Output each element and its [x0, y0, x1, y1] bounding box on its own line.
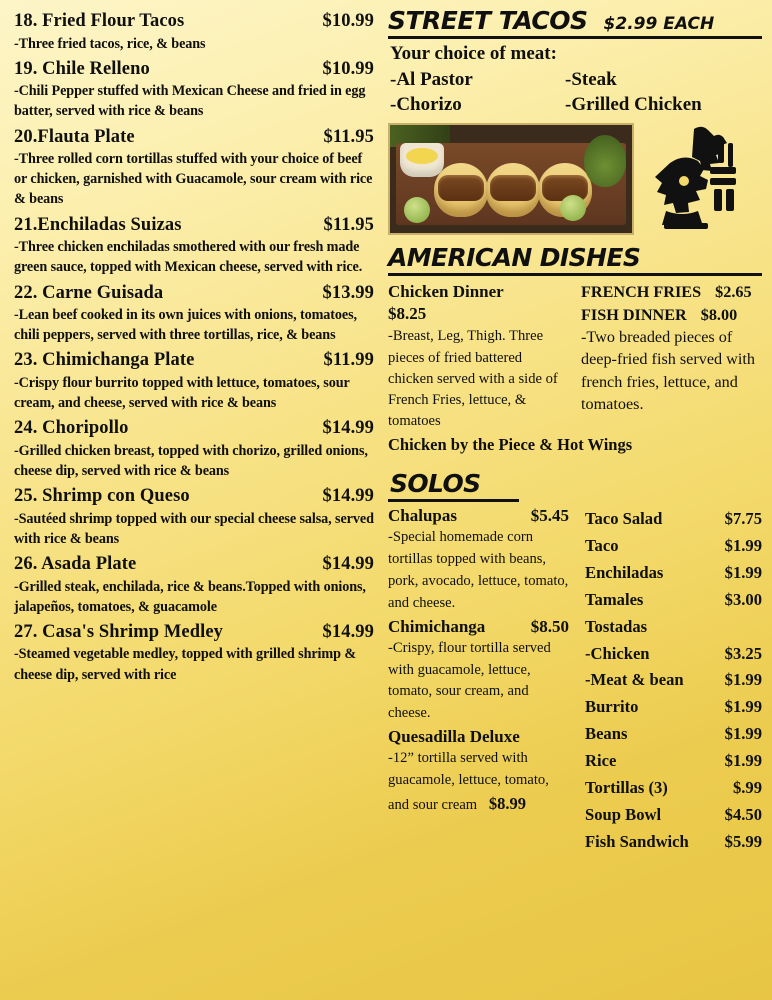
price-list-row	[581, 560, 762, 587]
solo-item	[388, 617, 569, 726]
solo-item-description: -Crispy, flour tortilla served with guacamole, lettuce, tomato, sour cream, and cheese.	[388, 639, 551, 722]
price-item-name: Tamales	[585, 589, 644, 609]
price-list-row	[581, 587, 762, 614]
menu-item-price: $14.99	[322, 621, 374, 642]
menu-item	[14, 214, 374, 278]
solo-item-head	[388, 617, 569, 637]
solo-item-head	[388, 727, 569, 747]
right-menu-column	[382, 0, 772, 1000]
menu-item	[14, 553, 374, 617]
price-item-name: Enchiladas	[585, 562, 664, 582]
price-item-name: Tostadas	[585, 616, 648, 636]
chicken-dinner-title: Chicken Dinner	[388, 282, 504, 302]
menu-item-head	[14, 621, 374, 644]
price-item-price: $1.99	[724, 751, 762, 770]
menu-item-head	[14, 485, 374, 508]
menu-item-price: $14.99	[322, 418, 374, 439]
menu-item-name: 25. Shrimp con Queso	[14, 486, 190, 507]
price-list-row	[581, 667, 762, 694]
price-item-name: -Chicken	[585, 643, 650, 663]
menu-item-description: -Lean beef cooked in its own juices with onions, tomatoes, chili peppers, served with three tortillas, rice, & beans	[14, 307, 357, 344]
menu-item-name: 27. Casa's Shrimp Medley	[14, 621, 223, 642]
price-item-price: $7.75	[724, 509, 762, 529]
solo-item-price: $8.99	[488, 794, 526, 814]
price-list-row	[581, 802, 762, 829]
menu-item-name: 22. Carne Guisada	[14, 282, 164, 303]
meat-options-grid	[390, 67, 762, 117]
menu-item-name: 21.Enchiladas Suizas	[14, 214, 182, 235]
menu-item-description: -Sautéed shrimp topped with our special cheese salsa, served with rice & beans	[14, 510, 374, 547]
street-tacos-title: STREET TACOS	[388, 6, 588, 35]
menu-item-head	[14, 126, 374, 149]
menu-item-description: -Crispy flour burrito topped with lettuce, tomatoes, sour cream, and cheese, served with rice & beans	[14, 374, 350, 412]
menu-item-head	[14, 553, 374, 576]
street-tacos-price: $2.99 EACH	[603, 14, 715, 34]
american-dishes-columns	[388, 281, 762, 432]
menu-item-head	[14, 58, 374, 81]
american-left-column	[388, 281, 569, 432]
price-item-price: $1.99	[724, 670, 762, 690]
price-list-row	[581, 641, 762, 668]
price-item-name: Tortillas (3)	[585, 777, 668, 797]
menu-item-price: $10.99	[322, 58, 374, 79]
american-item-price: $8.00	[700, 305, 738, 324]
price-item-price: $3.25	[724, 643, 762, 663]
menu-item-description: -Three rolled corn tortillas stuffed with your choice of beef or chicken, garnished with Guacamole, sour cream with rice & beans	[14, 151, 373, 208]
solo-item-price: $5.45	[530, 506, 569, 526]
solo-item-name: Quesadilla Deluxe	[388, 727, 520, 747]
photo-avocado	[584, 135, 626, 187]
solo-item-head	[388, 506, 569, 526]
menu-item-name: 19. Chile Relleno	[14, 58, 150, 79]
left-menu-column	[0, 0, 382, 1000]
solo-item	[388, 506, 569, 615]
menu-item-price: $10.99	[322, 11, 374, 31]
price-item-name: Taco	[585, 536, 619, 555]
menu-item-name: 18. Fried Flour Tacos	[14, 11, 185, 31]
menu-item-head	[14, 417, 374, 440]
photo-taco	[486, 163, 540, 217]
chicken-by-the-piece-label: Chicken by the Piece	[388, 435, 536, 455]
menu-item	[14, 282, 374, 346]
menu-item-price: $13.99	[322, 282, 374, 303]
price-item-price: $1.99	[724, 562, 762, 582]
meat-option: -Grilled Chicken	[565, 94, 702, 116]
solos-price-list	[581, 506, 762, 855]
solos-left-column	[388, 506, 569, 855]
solo-item-price: $8.50	[530, 616, 569, 636]
menu-item-price: $14.99	[322, 554, 374, 574]
meat-choice-label: Your choice of meat:	[390, 43, 557, 64]
chicken-dinner-description: -Breast, Leg, Thigh. Three pieces of fried battered chicken served with a side of French Fries, lettuce, & tomatoes	[388, 328, 558, 429]
menu-item-description: -Three chicken enchiladas smothered with our fresh made green sauce, topped with Mexican cheese, served with rice.	[14, 239, 363, 276]
menu-item	[14, 349, 374, 413]
price-item-price: $1.99	[724, 536, 762, 555]
photo-and-glyph-row	[388, 123, 762, 241]
photo-taco	[434, 163, 488, 217]
menu-item-description: -Grilled chicken breast, topped with chorizo, grilled onions, cheese dip, served with rice & beans	[14, 442, 368, 479]
menu-item-head	[14, 214, 374, 237]
price-item-name: Fish Sandwich	[585, 831, 689, 851]
price-item-name: Rice	[585, 751, 617, 770]
aztec-warrior-icon	[640, 123, 744, 241]
menu-item-head	[14, 10, 374, 33]
menu-item-head	[14, 349, 374, 372]
price-list-row	[581, 533, 762, 560]
solos-banner: SOLOS	[388, 469, 519, 502]
price-list-row	[581, 748, 762, 775]
menu-item-price: $11.95	[323, 126, 374, 147]
photo-lime	[404, 197, 430, 223]
price-list-row	[581, 506, 762, 533]
solo-item-description-text: -12” tortilla served with guacamole, lettuce, tomato, and sour cream	[388, 750, 549, 814]
meat-option: -Al Pastor	[390, 69, 473, 90]
price-list-row	[581, 694, 762, 721]
american-price-row	[581, 304, 762, 326]
street-tacos-photo	[388, 123, 634, 235]
american-footer-line	[388, 435, 762, 455]
ampersand: &	[539, 435, 553, 455]
price-list-row	[581, 775, 762, 802]
menu-item	[14, 58, 374, 122]
price-item-name: Beans	[585, 724, 628, 744]
price-item-price: $3.00	[724, 589, 762, 609]
street-tacos-header	[388, 6, 762, 39]
photo-salsa-bowl	[400, 143, 444, 177]
price-item-name: Soup Bowl	[585, 804, 662, 824]
american-dishes-banner: AMERICAN DISHES	[388, 243, 762, 276]
chicken-dinner-price: $8.25	[388, 304, 427, 324]
menu-item-name: 24. Choripollo	[14, 418, 129, 439]
solo-item-description	[388, 748, 569, 817]
menu-item-description: -Three fried tacos, rice, & beans	[14, 35, 206, 52]
hot-wings-label: Hot Wings	[557, 435, 633, 455]
menu-item	[14, 485, 374, 549]
price-item-price: $4.50	[724, 804, 762, 824]
american-right-column	[581, 281, 762, 432]
price-item-name: Taco Salad	[585, 509, 663, 529]
solo-item-name: Chalupas	[388, 506, 457, 526]
american-item-name: FISH DINNER	[581, 305, 687, 324]
fish-dinner-description: -Two breaded pieces of deep-fried fish served with french fries, lettuce, and tomatoes.	[581, 327, 755, 413]
price-item-name: -Meat & bean	[585, 670, 684, 690]
menu-item-description: -Chili Pepper stuffed with Mexican Cheese and fried in egg batter, served with rice & beans	[14, 83, 366, 120]
meat-option: -Steak	[565, 69, 617, 90]
menu-item	[14, 621, 374, 685]
american-item-name: FRENCH FRIES	[581, 283, 702, 302]
menu-item-price: $11.95	[323, 214, 374, 235]
solo-item-description: -Special homemade corn tortillas topped with beans, pork, avocado, lettuce, tomato, and cheese.	[388, 529, 569, 611]
solos-columns	[388, 506, 762, 855]
menu-item-price: $14.99	[322, 486, 374, 507]
price-item-name: Burrito	[585, 697, 639, 717]
price-list-row	[581, 829, 762, 856]
solo-item-name: Chimichanga	[388, 616, 486, 636]
menu-item-name: 20.Flauta Plate	[14, 126, 135, 147]
price-item-price: $1.99	[724, 697, 762, 717]
price-item-price: $1.99	[724, 724, 762, 744]
price-list-row	[581, 614, 762, 641]
menu-item-price: $11.99	[323, 350, 374, 371]
meat-option: -Chorizo	[390, 94, 462, 116]
price-item-price: $.99	[732, 777, 762, 797]
price-list-row	[581, 721, 762, 748]
menu-item-name: 23. Chimichanga Plate	[14, 350, 195, 371]
menu-item	[14, 126, 374, 210]
menu-item	[14, 10, 374, 54]
solo-item	[388, 727, 569, 817]
american-price-row	[581, 281, 762, 303]
menu-item-head	[14, 282, 374, 305]
price-item-price: $5.99	[724, 831, 762, 851]
menu-item-name: 26. Asada Plate	[14, 554, 137, 574]
american-item-price: $2.65	[715, 283, 752, 302]
menu-item	[14, 417, 374, 481]
menu-item-description: -Steamed vegetable medley, topped with grilled shrimp & cheese dip, served with rice	[14, 646, 357, 683]
menu-item-description: -Grilled steak, enchilada, rice & beans.Topped with onions, jalapeños, tomatoes, & guacamole	[14, 578, 366, 615]
photo-lime	[560, 195, 586, 221]
